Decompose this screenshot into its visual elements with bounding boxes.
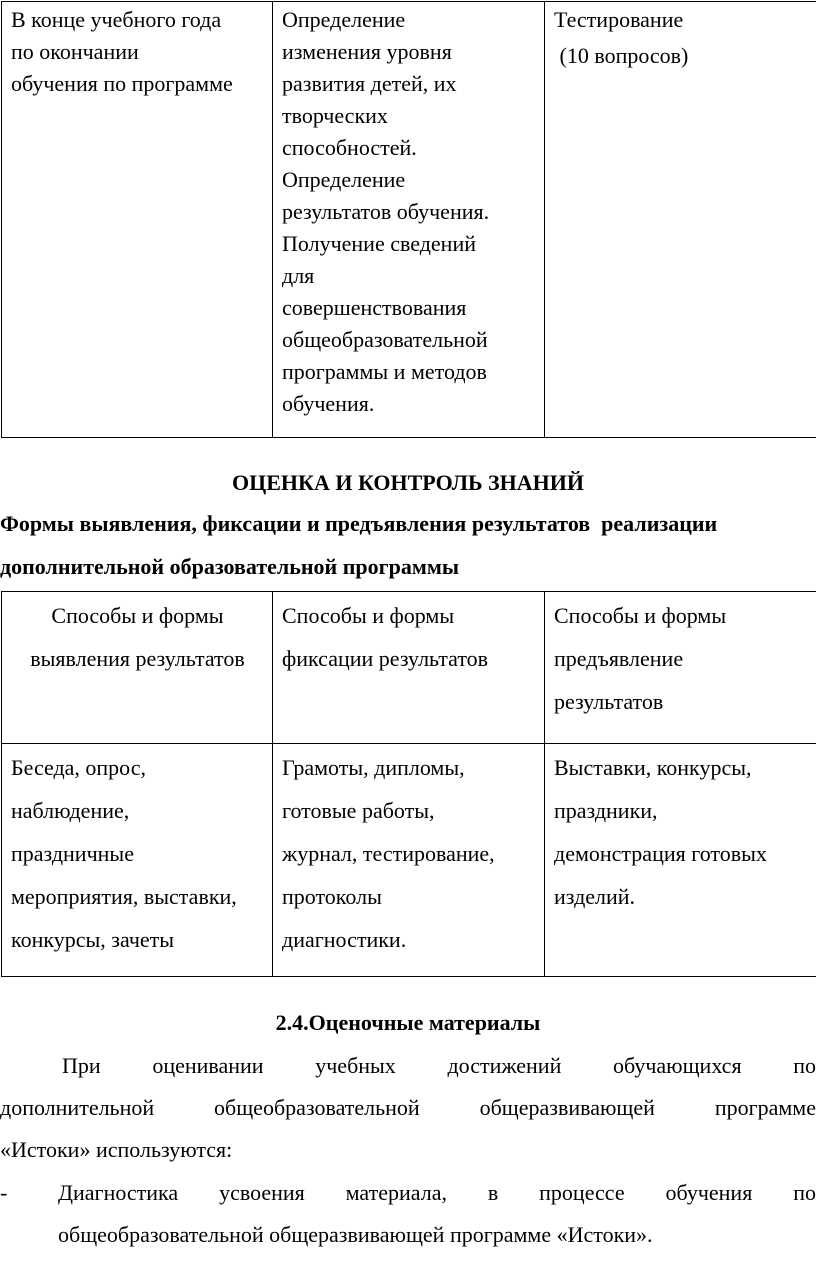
cell-line: Выставки, конкурсы, bbox=[554, 755, 752, 780]
cell-line: творческих bbox=[282, 103, 388, 128]
cell-line: Грамоты, дипломы, bbox=[282, 755, 465, 780]
word: по bbox=[793, 1053, 816, 1078]
form-cell bbox=[545, 2, 816, 438]
cell-line: наблюдение, bbox=[11, 798, 130, 823]
bullet-marker: - bbox=[0, 1180, 8, 1205]
cell-line: Беседа, опрос, bbox=[11, 755, 146, 780]
cell-line: диагностики. bbox=[282, 927, 407, 952]
cell-line: программы и методов bbox=[282, 359, 487, 384]
cell-line: конкурсы, зачеты bbox=[11, 927, 175, 952]
subheading-line: дополнительной образовательной программы bbox=[0, 554, 460, 579]
cell-line: способностей. bbox=[282, 135, 417, 160]
table-header-row bbox=[2, 592, 816, 744]
header-cell bbox=[273, 592, 545, 744]
cell-line: обучения по программе bbox=[11, 71, 233, 96]
header-cell bbox=[2, 592, 273, 744]
paragraph-line bbox=[0, 1095, 816, 1121]
cell-line: праздничные bbox=[11, 841, 134, 866]
cell-line: выявления результатов bbox=[30, 646, 245, 671]
word: материала, bbox=[345, 1180, 447, 1205]
cell-line: изменения уровня bbox=[282, 39, 452, 64]
word: обучающихся bbox=[612, 1053, 742, 1078]
word: в bbox=[487, 1180, 499, 1205]
word: обучения bbox=[665, 1180, 753, 1205]
cell-line: общеобразовательной bbox=[282, 327, 488, 352]
section-title: 2.4.Оценочные материалы bbox=[275, 1010, 541, 1035]
word: достижений bbox=[447, 1053, 562, 1078]
word: Диагностика bbox=[58, 1180, 179, 1205]
cell-line: демонстрация готовых bbox=[554, 841, 767, 866]
word: процессе bbox=[539, 1180, 625, 1205]
word: общеобразовательной bbox=[214, 1095, 420, 1120]
cell-line: праздники, bbox=[554, 798, 658, 823]
cell-line: мероприятия, выставки, bbox=[11, 884, 237, 909]
cell-line: Способы и формы bbox=[282, 603, 455, 628]
cell-line: по окончании bbox=[11, 39, 139, 64]
word: дополнительной bbox=[0, 1095, 155, 1120]
cell-line: Способы и формы bbox=[51, 603, 224, 628]
section-heading: ОЦЕНКА И КОНТРОЛЬ ЗНАНИЙ bbox=[232, 470, 584, 495]
word: программе bbox=[714, 1095, 816, 1120]
table-cell bbox=[545, 744, 816, 977]
cell-line: Получение сведений bbox=[282, 231, 476, 256]
word: При bbox=[62, 1053, 101, 1078]
cell-line: Тестирование bbox=[554, 7, 684, 32]
paragraph-line bbox=[0, 1053, 816, 1079]
results-forms-table bbox=[1, 591, 816, 977]
word: усвоения bbox=[219, 1180, 305, 1205]
table-cell bbox=[273, 744, 545, 977]
subheading-line: Формы выявления, фиксации и предъявления результатов реализации bbox=[0, 511, 718, 536]
paragraph-line: «Истоки» используются: bbox=[0, 1137, 233, 1162]
word: общеразвивающей bbox=[479, 1095, 655, 1120]
schedule-table bbox=[1, 1, 816, 438]
cell-line: результатов обучения. bbox=[282, 199, 490, 224]
cell-line: (10 вопросов) bbox=[554, 43, 689, 68]
cell-line: Способы и формы bbox=[554, 603, 727, 628]
cell-line: фиксации результатов bbox=[282, 646, 489, 671]
cell-line: обучения. bbox=[282, 391, 375, 416]
word: по bbox=[793, 1180, 816, 1205]
cell-line: Определение bbox=[282, 167, 406, 192]
bullet-line bbox=[58, 1180, 816, 1206]
cell-line: В конце учебного года bbox=[11, 7, 222, 32]
cell-line: развития детей, их bbox=[282, 71, 457, 96]
cell-line: протоколы bbox=[282, 884, 382, 909]
header-cell bbox=[545, 592, 816, 744]
cell-line: готовые работы, bbox=[282, 798, 435, 823]
cell-line: предъявление bbox=[554, 646, 684, 671]
table-row bbox=[2, 2, 816, 438]
cell-line: совершенствования bbox=[282, 295, 467, 320]
cell-line: результатов bbox=[554, 689, 664, 714]
purpose-cell bbox=[273, 2, 545, 438]
word: учебных bbox=[315, 1053, 396, 1078]
bullet-line: общеобразовательной общеразвивающей программе «Истоки». bbox=[58, 1222, 653, 1247]
period-cell bbox=[2, 2, 273, 438]
word: оценивании bbox=[152, 1053, 264, 1078]
cell-line: Определение bbox=[282, 7, 406, 32]
cell-line: изделий. bbox=[554, 884, 636, 909]
cell-line: для bbox=[282, 263, 315, 288]
cell-line: журнал, тестирование, bbox=[282, 841, 495, 866]
table-row bbox=[2, 744, 816, 977]
table-cell bbox=[2, 744, 273, 977]
